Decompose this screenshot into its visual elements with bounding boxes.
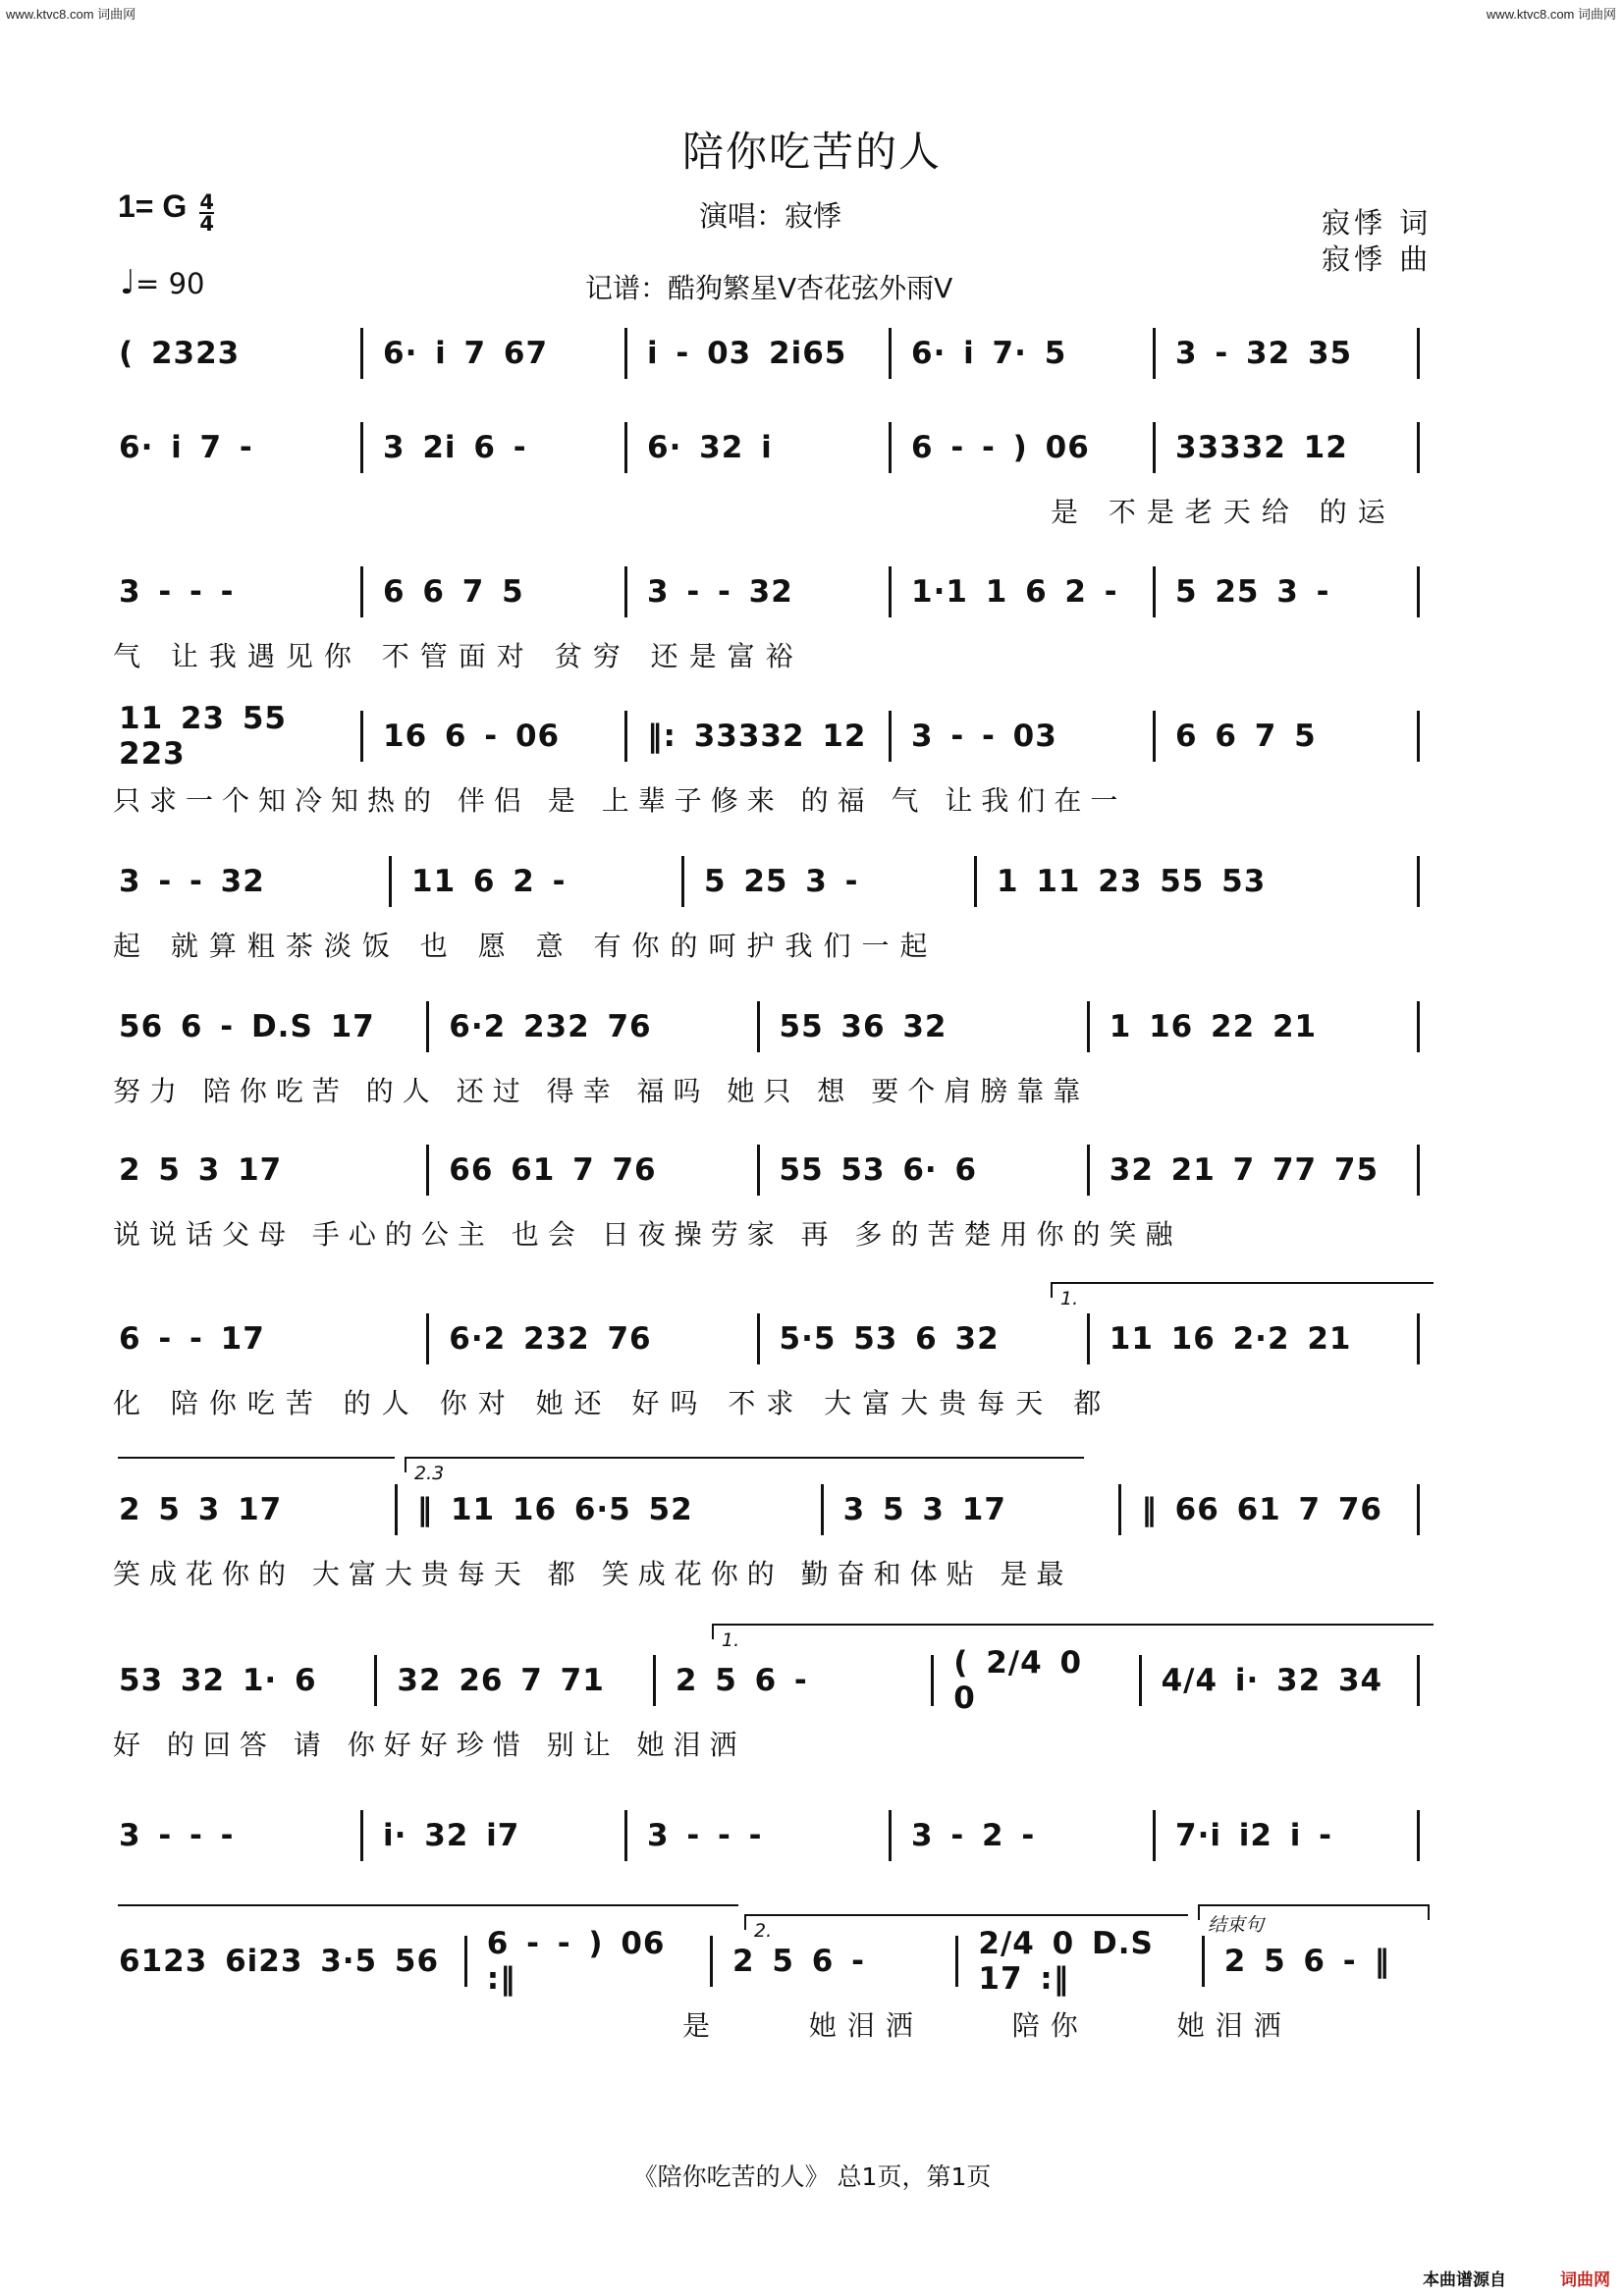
site-watermark-left: www.ktvc8.com 词曲网 — [6, 7, 136, 22]
measure-group: 66 61 7 76 — [449, 1152, 657, 1188]
lyrics-line: 只求一个知冷知热的 伴侣 是 上辈子修来 的福 气 让我们在一 — [113, 784, 1127, 817]
measure-group: 3 - 32 35 — [1175, 336, 1353, 371]
measure-group: 6 6 7 5 — [1175, 719, 1317, 754]
measure-group: 6 - - ) 06 :‖ — [486, 1926, 666, 1997]
lyrics-line: 起 就算粗茶淡饭 也 愿 意 有你的呵护我们一起 — [113, 930, 939, 962]
time-signature — [199, 189, 214, 236]
measure-group: 2 5 3 17 — [119, 1152, 283, 1188]
score-system — [113, 1645, 1434, 1800]
measure-group: ( 2/4 0 0 — [953, 1645, 1083, 1716]
volta-continuation — [118, 1904, 738, 1906]
measure-group: 11 23 55 223 — [119, 701, 288, 772]
notation-line — [113, 999, 1434, 1054]
score-system — [113, 420, 1434, 567]
measure-group: 2 5 3 17 — [119, 1492, 283, 1527]
score-system — [113, 999, 1434, 1147]
site-logo[interactable]: 词曲网 — [1560, 2270, 1610, 2290]
score-system — [113, 1926, 1434, 2081]
lyricist-credit: 寂悸 词 — [1322, 206, 1433, 240]
measure-group: 6·2 232 76 — [449, 1009, 652, 1044]
measure-group: 3 5 3 17 — [842, 1492, 1006, 1527]
measure-group: 2 5 6 - — [732, 1944, 865, 1979]
lyrics-line: 笑成花你的 大富大贵每天 都 笑成花你的 勤奋和体贴 是最 — [113, 1558, 1073, 1590]
score-system — [113, 701, 1434, 856]
measure-group: 11 16 2·2 21 — [1109, 1321, 1352, 1357]
composer-credit: 寂悸 曲 — [1322, 242, 1433, 276]
volta-bracket — [712, 1624, 1434, 1651]
measure-group: 2/4 0 D.S 17 :‖ — [978, 1926, 1154, 1997]
volta-continuation — [118, 1457, 395, 1459]
volta-label: 2.3 — [414, 1463, 445, 1484]
measure-group: 11 6 2 - — [411, 864, 567, 899]
measure-group: 56 6 - D.S 17 — [119, 1009, 375, 1044]
measure-group: 16 6 - 06 — [383, 719, 561, 754]
measure-group: 6· 32 i — [647, 430, 773, 465]
volta-label: 2. — [754, 1920, 773, 1942]
lyrics-line: 化 陪你吃苦 的人 你对 她还 好吗 不求 大富大贵每天 都 — [113, 1387, 1112, 1419]
time-signature-top: 4 — [199, 189, 214, 214]
lyrics-line: 是 不是老天给 的运 — [1051, 496, 1396, 528]
measure-group: ‖: 33332 12 — [647, 719, 867, 754]
notation-line — [113, 854, 1434, 909]
measure-group: 2 5 6 - — [675, 1663, 808, 1698]
notation-line — [113, 1808, 1434, 1863]
score-system — [113, 854, 1434, 1001]
measure-group: 1 16 22 21 — [1109, 1009, 1318, 1044]
volta-bracket — [1198, 1904, 1430, 1936]
page-footer: 《陪你吃苦的人》 总1页，第1页 — [632, 2163, 992, 2191]
measure-group: 6123 6i23 3·5 56 — [119, 1944, 440, 1979]
measure-group: 3 2i 6 - — [383, 430, 527, 465]
notation-line — [113, 1311, 1434, 1366]
notation-line — [113, 1645, 1434, 1716]
score-system — [113, 1311, 1434, 1459]
site-watermark-right: www.ktvc8.com 词曲网 — [1486, 7, 1616, 22]
measure-group: 2 5 6 - ‖ — [1223, 1944, 1390, 1979]
score-system — [113, 1482, 1434, 1629]
measure-group: 6· i 7 - — [119, 430, 253, 465]
measure-group: 5·5 53 6 32 — [779, 1321, 1000, 1357]
measure-group: 33332 12 — [1175, 430, 1348, 465]
notation-line — [113, 326, 1434, 381]
lyrics-line: 努力 陪你吃苦 的人 还过 得幸 福吗 她只 想 要个肩膀靠靠 — [113, 1075, 1090, 1107]
measure-group: 7·i i2 i - — [1175, 1818, 1333, 1853]
volta-bracket — [1051, 1282, 1434, 1309]
notation-line — [113, 1143, 1434, 1198]
volta-label: 结束句 — [1208, 1914, 1265, 1936]
lyrics-line: 气 让我遇见你 不管面对 贫穷 还是富裕 — [113, 640, 804, 672]
time-signature-bottom: 4 — [199, 211, 214, 236]
score-system — [113, 1143, 1434, 1290]
measure-group: 3 - - - — [119, 1818, 235, 1853]
measure-group: ‖ 66 61 7 76 — [1141, 1492, 1383, 1527]
measure-group: 55 53 6· 6 — [779, 1152, 978, 1188]
measure-group: i - 03 2i65 — [647, 336, 847, 371]
key-signature — [118, 188, 214, 234]
measure-group: 3 - - - — [119, 574, 235, 610]
measure-group: 32 21 7 77 75 — [1109, 1152, 1380, 1188]
measure-group: ‖ 11 16 6·5 52 — [416, 1492, 693, 1527]
source-note: 本曲谱源自 — [1423, 2270, 1506, 2290]
lyrics-line: 说说话父母 手心的公主 也会 日夜操劳家 再 多的苦楚用你的笑融 — [113, 1218, 1182, 1251]
transcriber-credit: 记谱：酷狗繁星V杏花弦外雨V — [585, 272, 953, 304]
notation-line — [113, 701, 1434, 772]
measure-group: 3 - - 32 — [119, 864, 265, 899]
measure-group: 3 - - - — [647, 1818, 763, 1853]
measure-group: 1 11 23 55 53 — [997, 864, 1267, 899]
volta-bracket — [405, 1457, 1084, 1484]
lyrics-line: 是 她泪洒 陪你 她泪洒 — [682, 2009, 1292, 2042]
quarter-note-icon: ♩ — [120, 263, 136, 302]
notation-line — [113, 1926, 1434, 1997]
measure-group: 32 26 7 71 — [397, 1663, 605, 1698]
score-system — [113, 564, 1434, 712]
measure-group: 6 6 7 5 — [383, 574, 524, 610]
measure-group: 3 - 2 - — [911, 1818, 1036, 1853]
notation-line — [113, 420, 1434, 475]
measure-group: 3 - - 32 — [647, 574, 793, 610]
measure-group: 6· i 7· 5 — [911, 336, 1067, 371]
notation-line — [113, 564, 1434, 619]
measure-group: 5 25 3 - — [1175, 574, 1330, 610]
key-label: 1= G — [118, 188, 188, 224]
measure-group: 4/4 i· 32 34 — [1161, 1663, 1383, 1698]
song-title: 陪你吃苦的人 — [681, 128, 942, 176]
lyrics-line: 好 的回答 请 你好好珍惜 别让 她泪洒 — [113, 1729, 746, 1761]
measure-group: 3 - - 03 — [911, 719, 1057, 754]
singer-credit: 演唱：寂悸 — [699, 199, 842, 233]
volta-label: 1. — [1060, 1288, 1079, 1309]
measure-group: 53 32 1· 6 — [119, 1663, 317, 1698]
measure-group: ( 2323 — [119, 336, 241, 371]
measure-group: i· 32 i7 — [383, 1818, 520, 1853]
notation-line — [113, 1482, 1434, 1537]
measure-group: 5 25 3 - — [704, 864, 859, 899]
measure-group: 6·2 232 76 — [449, 1321, 652, 1357]
tempo-marking — [120, 263, 204, 302]
measure-group: 6 - - ) 06 — [911, 430, 1090, 465]
tempo-value: = 90 — [135, 267, 205, 300]
measure-group: 6· i 7 67 — [383, 336, 549, 371]
volta-label: 1. — [722, 1629, 740, 1651]
measure-group: 1·1 1 6 2 - — [911, 574, 1118, 610]
measure-group: 55 36 32 — [779, 1009, 947, 1044]
measure-group: 6 - - 17 — [119, 1321, 265, 1357]
